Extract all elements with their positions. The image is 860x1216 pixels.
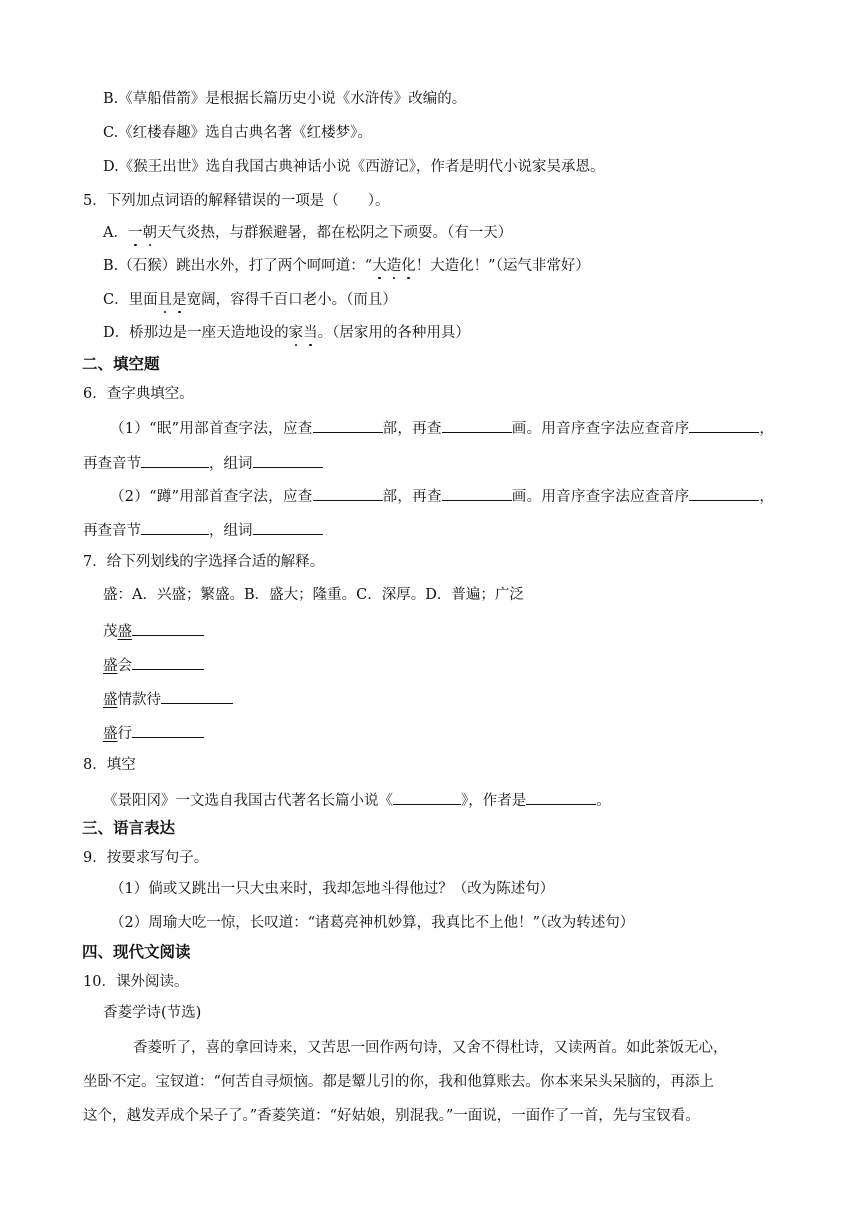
q6-part1-line1: （1）“眠”用部首查字法，应查 部，再查 画。用音序查字法应查音序 ，: [110, 417, 774, 439]
section-heading-fill-blank: 二、填空题: [82, 355, 160, 373]
answer-blank[interactable]: [313, 485, 383, 501]
q6-part2-line2: 再查音节 ，组词: [83, 519, 323, 541]
q7-definitions: 盛：A．兴盛；繁盛。B．盛大；隆重。C．深厚。D．普遍；广泛: [103, 587, 524, 603]
dotted-word: [372, 258, 416, 274]
q6-part1-line2: 再查音节 ，组词: [83, 452, 323, 474]
passage-title: 香菱学诗(节选): [103, 1005, 202, 1021]
emphasis-dot-char: 且: [157, 292, 173, 308]
answer-blank[interactable]: [526, 789, 596, 805]
q4-option-d: D.《猴王出世》选自我国古典神话小说《西游记》，作者是明代小说家吴承恩。: [103, 159, 605, 175]
q9-stem: 9．按要求写句子。: [83, 850, 209, 866]
q7-word-1: 茂盛: [103, 620, 204, 642]
answer-blank[interactable]: [161, 688, 233, 704]
q8-stem: 8．填空: [83, 757, 136, 773]
answer-blank[interactable]: [253, 452, 323, 468]
q5-stem: 5．下列加点词语的解释错误的一项是（ ）。: [83, 193, 390, 209]
section-heading-language-expression: 三、语言表达: [82, 819, 176, 837]
passage-line-1: 香菱听了，喜的拿回诗来，又苦思一回作两句诗，又舍不得杜诗，又读两首。如此茶饭无心，: [133, 1040, 728, 1056]
q5-option-b: B.（石猴）跳出水外，打了两个呵呵道：“大造化！大造化！”（运气非常好）: [103, 258, 590, 274]
q10-stem: 10．课外阅读。: [83, 974, 189, 990]
emphasis-dot-char: 家: [288, 325, 304, 341]
q6-stem: 6．查字典填空。: [83, 386, 194, 402]
answer-blank[interactable]: [313, 417, 383, 433]
emphasis-dot-char: 造: [386, 258, 402, 274]
q5-option-d: D．桥那边是一座天造地设的家当。（居家用的各种用具）: [103, 325, 470, 341]
emphasis-dot-char: 大: [372, 258, 387, 274]
answer-blank[interactable]: [442, 417, 512, 433]
answer-blank[interactable]: [132, 654, 204, 670]
q4-option-c: C.《红楼春趣》选自古典名著《红楼梦》。: [103, 125, 372, 141]
q5-option-a: A．一朝天气炎热，与群猴避暑，都在松阴之下顽耍。（有一天）: [103, 225, 513, 241]
q5-option-c: C．里面且是宽阔，容得千百口老小。（而且）: [103, 292, 397, 308]
answer-blank[interactable]: [141, 452, 209, 468]
answer-blank[interactable]: [253, 519, 323, 535]
answer-blank[interactable]: [442, 485, 512, 501]
passage-line-3: 这个，越发弄成个呆子了。”香菱笑道：“好姑娘，别混我。”一面说，一面作了一首，先与宝钗看。: [83, 1108, 700, 1124]
q8-text: 《景阳冈》一文选自我国古代著名长篇小说《 》，作者是 。: [103, 789, 611, 811]
section-heading-modern-reading: 四、现代文阅读: [82, 943, 191, 961]
dotted-word: [158, 292, 187, 308]
answer-blank[interactable]: [689, 417, 759, 433]
q6-part2-line1: （2）“蹲”用部首查字法，应查 部，再查 画。用音序查字法应查音序 ，: [110, 485, 774, 507]
emphasis-dot-char: 朝: [142, 225, 157, 241]
dotted-word: [128, 225, 157, 241]
emphasis-dot-char: 化: [401, 258, 416, 274]
emphasis-dot-char: 当: [303, 325, 318, 341]
q7-word-4: 盛行: [103, 722, 204, 744]
answer-blank[interactable]: [141, 519, 209, 535]
q7-word-2: 盛会: [103, 654, 204, 676]
passage-line-2: 坐卧不定。宝钗道：“何苦自寻烦恼。都是颦儿引的你，我和他算账去。你本来呆头呆脑的，再添上: [83, 1074, 714, 1090]
q9-sentence-1: （1）倘或又跳出一只大虫来时，我却怎地斗得他过？（改为陈述句）: [110, 881, 555, 897]
answer-blank[interactable]: [132, 620, 204, 636]
q7-word-3: 盛情款待: [103, 688, 233, 710]
answer-blank[interactable]: [132, 722, 204, 738]
answer-blank[interactable]: [689, 485, 759, 501]
emphasis-dot-char: 一: [127, 225, 143, 241]
q7-stem: 7．给下列划线的字选择合适的解释。: [83, 554, 325, 570]
answer-blank[interactable]: [393, 789, 461, 805]
q4-option-b: B.《草船借箭》是根据长篇历史小说《水浒传》改编的。: [103, 91, 467, 107]
emphasis-dot-char: 是: [172, 292, 187, 308]
q9-sentence-2: （2）周瑜大吃一惊，长叹道：“诸葛亮神机妙算，我真比不上他！”（改为转述句）: [110, 915, 635, 931]
dotted-word: [289, 325, 318, 341]
